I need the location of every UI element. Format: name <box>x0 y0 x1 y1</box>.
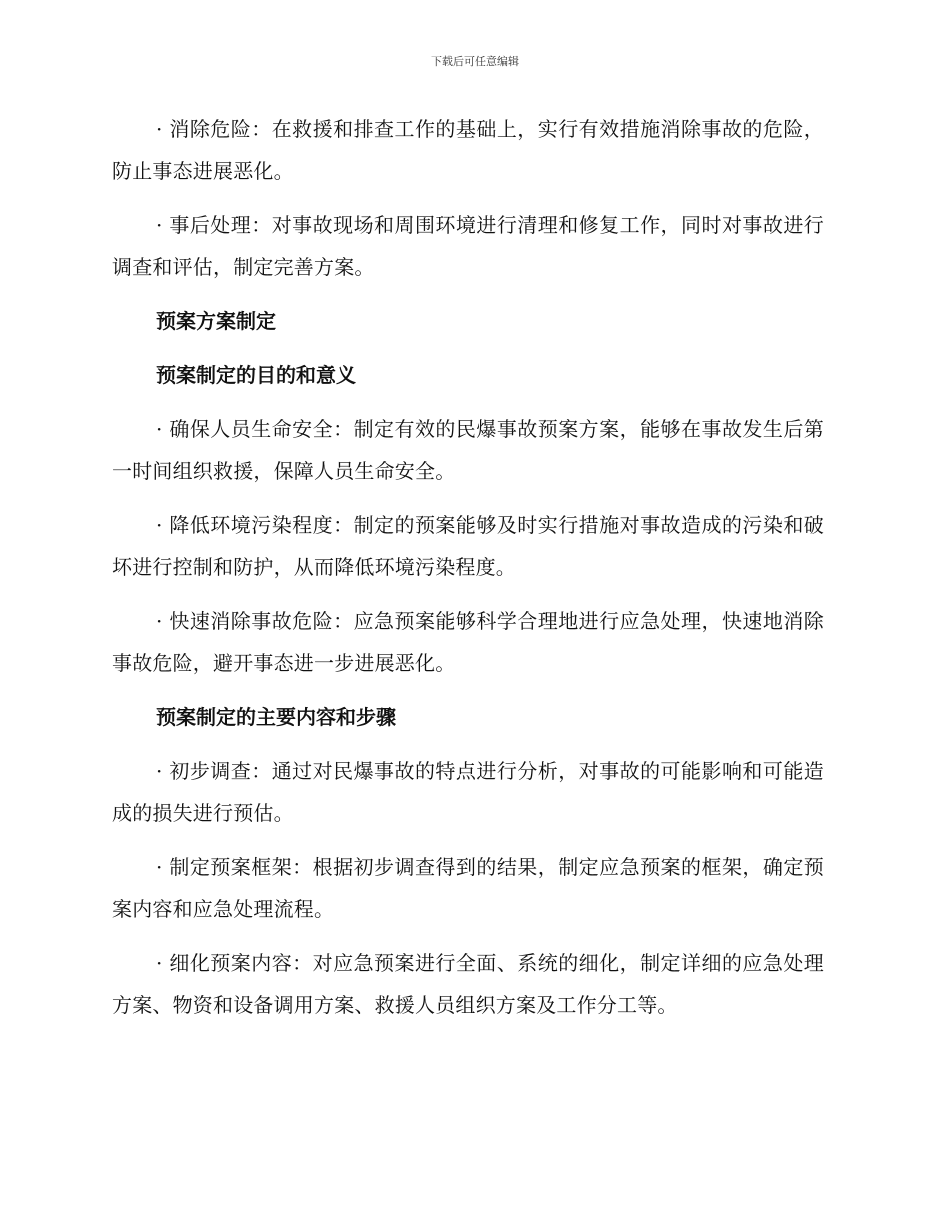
paragraph-life-safety: · 确保人员生命安全：制定有效的民爆事故预案方案，能够在事故发生后第一时间组织救援，保障人员生命安全。 <box>112 417 824 483</box>
subsection-heading-purpose: 预案制定的目的和意义 <box>156 363 356 387</box>
page-header-note: 下载后可任意编辑 <box>431 55 519 68</box>
paragraph-refine-content: · 细化预案内容：对应急预案进行全面、系统的细化，制定详细的应急处理方案、物资和设备调用方案、救援人员组织方案及工作分工等。 <box>112 951 824 1017</box>
document-body <box>112 108 824 1038</box>
paragraph-quick-elimination: · 快速消除事故危险：应急预案能够科学合理地进行应急处理，快速地消除事故危险，避开事态进一步进展恶化。 <box>112 609 824 675</box>
paragraph-eliminate-danger: · 消除危险：在救援和排查工作的基础上，实行有效措施消除事故的危险，防止事态进展恶化。 <box>112 117 824 183</box>
paragraph-reduce-pollution: · 降低环境污染程度：制定的预案能够及时实行措施对事故造成的污染和破坏进行控制和防护，从而降低环境污染程度。 <box>112 513 824 579</box>
section-heading-plan-formulation: 预案方案制定 <box>156 309 276 333</box>
subsection-heading-content-steps: 预案制定的主要内容和步骤 <box>156 705 396 729</box>
paragraph-framework: · 制定预案框架：根据初步调查得到的结果，制定应急预案的框架，确定预案内容和应急处理流程。 <box>112 855 824 921</box>
paragraph-aftermath: · 事后处理：对事故现场和周围环境进行清理和修复工作，同时对事故进行调查和评估，制定完善方案。 <box>112 213 824 279</box>
paragraph-initial-survey: · 初步调查：通过对民爆事故的特点进行分析，对事故的可能影响和可能造成的损失进行预估。 <box>112 759 824 825</box>
